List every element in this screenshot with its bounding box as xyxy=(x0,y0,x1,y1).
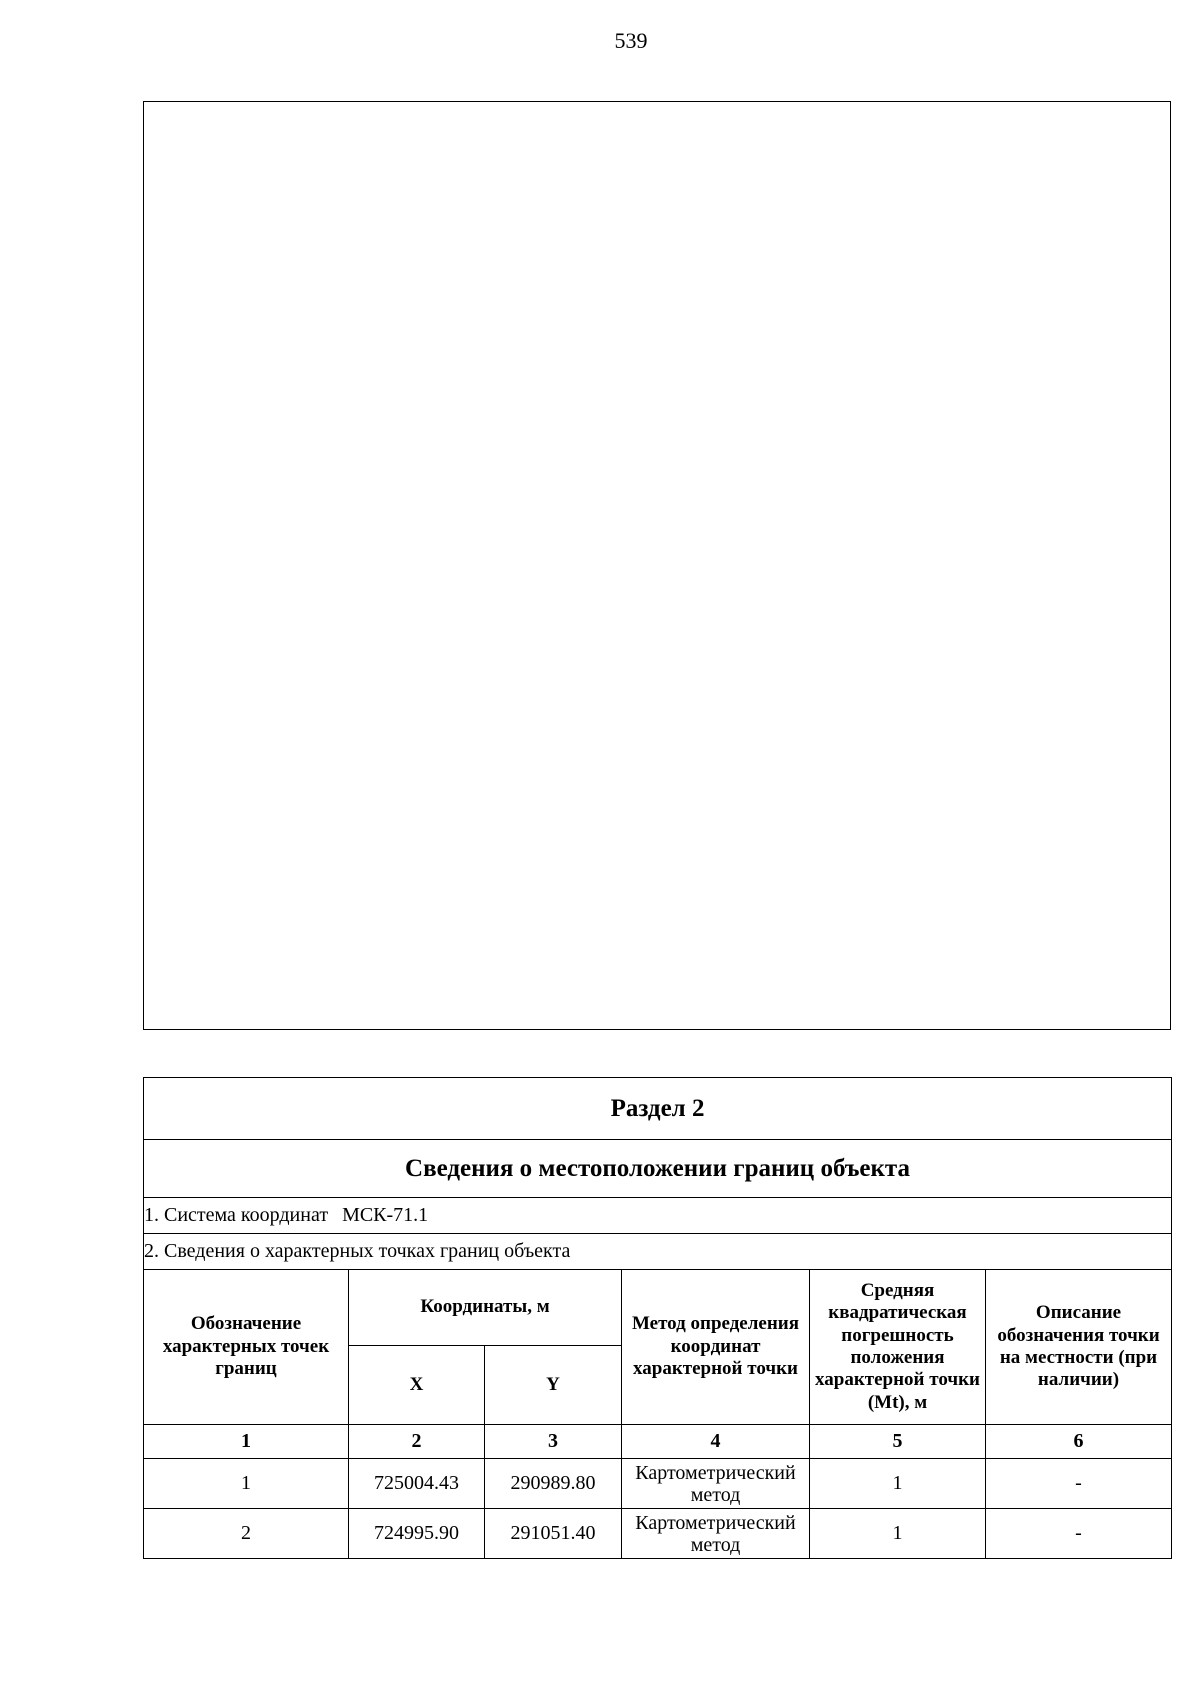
point-designation: 2 xyxy=(144,1509,349,1559)
coord-x: 724995.90 xyxy=(349,1509,485,1559)
description: - xyxy=(986,1509,1172,1559)
description: - xyxy=(986,1459,1172,1509)
page-number: 539 xyxy=(614,28,648,53)
table-row xyxy=(144,1459,1172,1509)
method: Картометрический метод xyxy=(622,1509,810,1559)
coord-x: 725004.43 xyxy=(349,1459,485,1509)
column-number: 1 xyxy=(144,1425,349,1459)
column-number: 4 xyxy=(622,1425,810,1459)
point-designation: 1 xyxy=(144,1459,349,1509)
coordinate-system-row xyxy=(144,1198,1172,1234)
points-heading: 2. Сведения о характерных точках границ объекта xyxy=(144,1234,1172,1270)
column-number: 2 xyxy=(349,1425,485,1459)
section-subtitle: Сведения о местоположении границ объекта xyxy=(144,1140,1172,1198)
header-accuracy: Средняя квадратическая погрешность положения характерной точки (Mt), м xyxy=(810,1270,986,1425)
boundary-section-table xyxy=(143,1077,1172,1559)
column-number: 3 xyxy=(485,1425,622,1459)
coord-y: 290989.80 xyxy=(485,1459,622,1509)
column-number: 6 xyxy=(986,1425,1172,1459)
accuracy: 1 xyxy=(810,1509,986,1559)
header-coordinates: Координаты, м xyxy=(349,1270,622,1346)
column-number: 5 xyxy=(810,1425,986,1459)
header-method: Метод определения координат характерной точки xyxy=(622,1270,810,1425)
column-numbers-row xyxy=(144,1425,1172,1459)
table-row xyxy=(144,1509,1172,1559)
header-designation: Обозначение характерных точек границ xyxy=(144,1270,349,1425)
method: Картометрический метод xyxy=(622,1459,810,1509)
map-frame xyxy=(143,101,1171,1030)
section-title: Раздел 2 xyxy=(144,1078,1172,1140)
header-description: Описание обозначения точки на местности (при наличии) xyxy=(986,1270,1172,1425)
coord-y: 291051.40 xyxy=(485,1509,622,1559)
header-x: X xyxy=(349,1346,485,1425)
coordinate-system-label: 1. Система координат xyxy=(144,1204,329,1226)
header-y: Y xyxy=(485,1346,622,1425)
accuracy: 1 xyxy=(810,1459,986,1509)
coordinate-system-value: МСК-71.1 xyxy=(342,1204,429,1226)
